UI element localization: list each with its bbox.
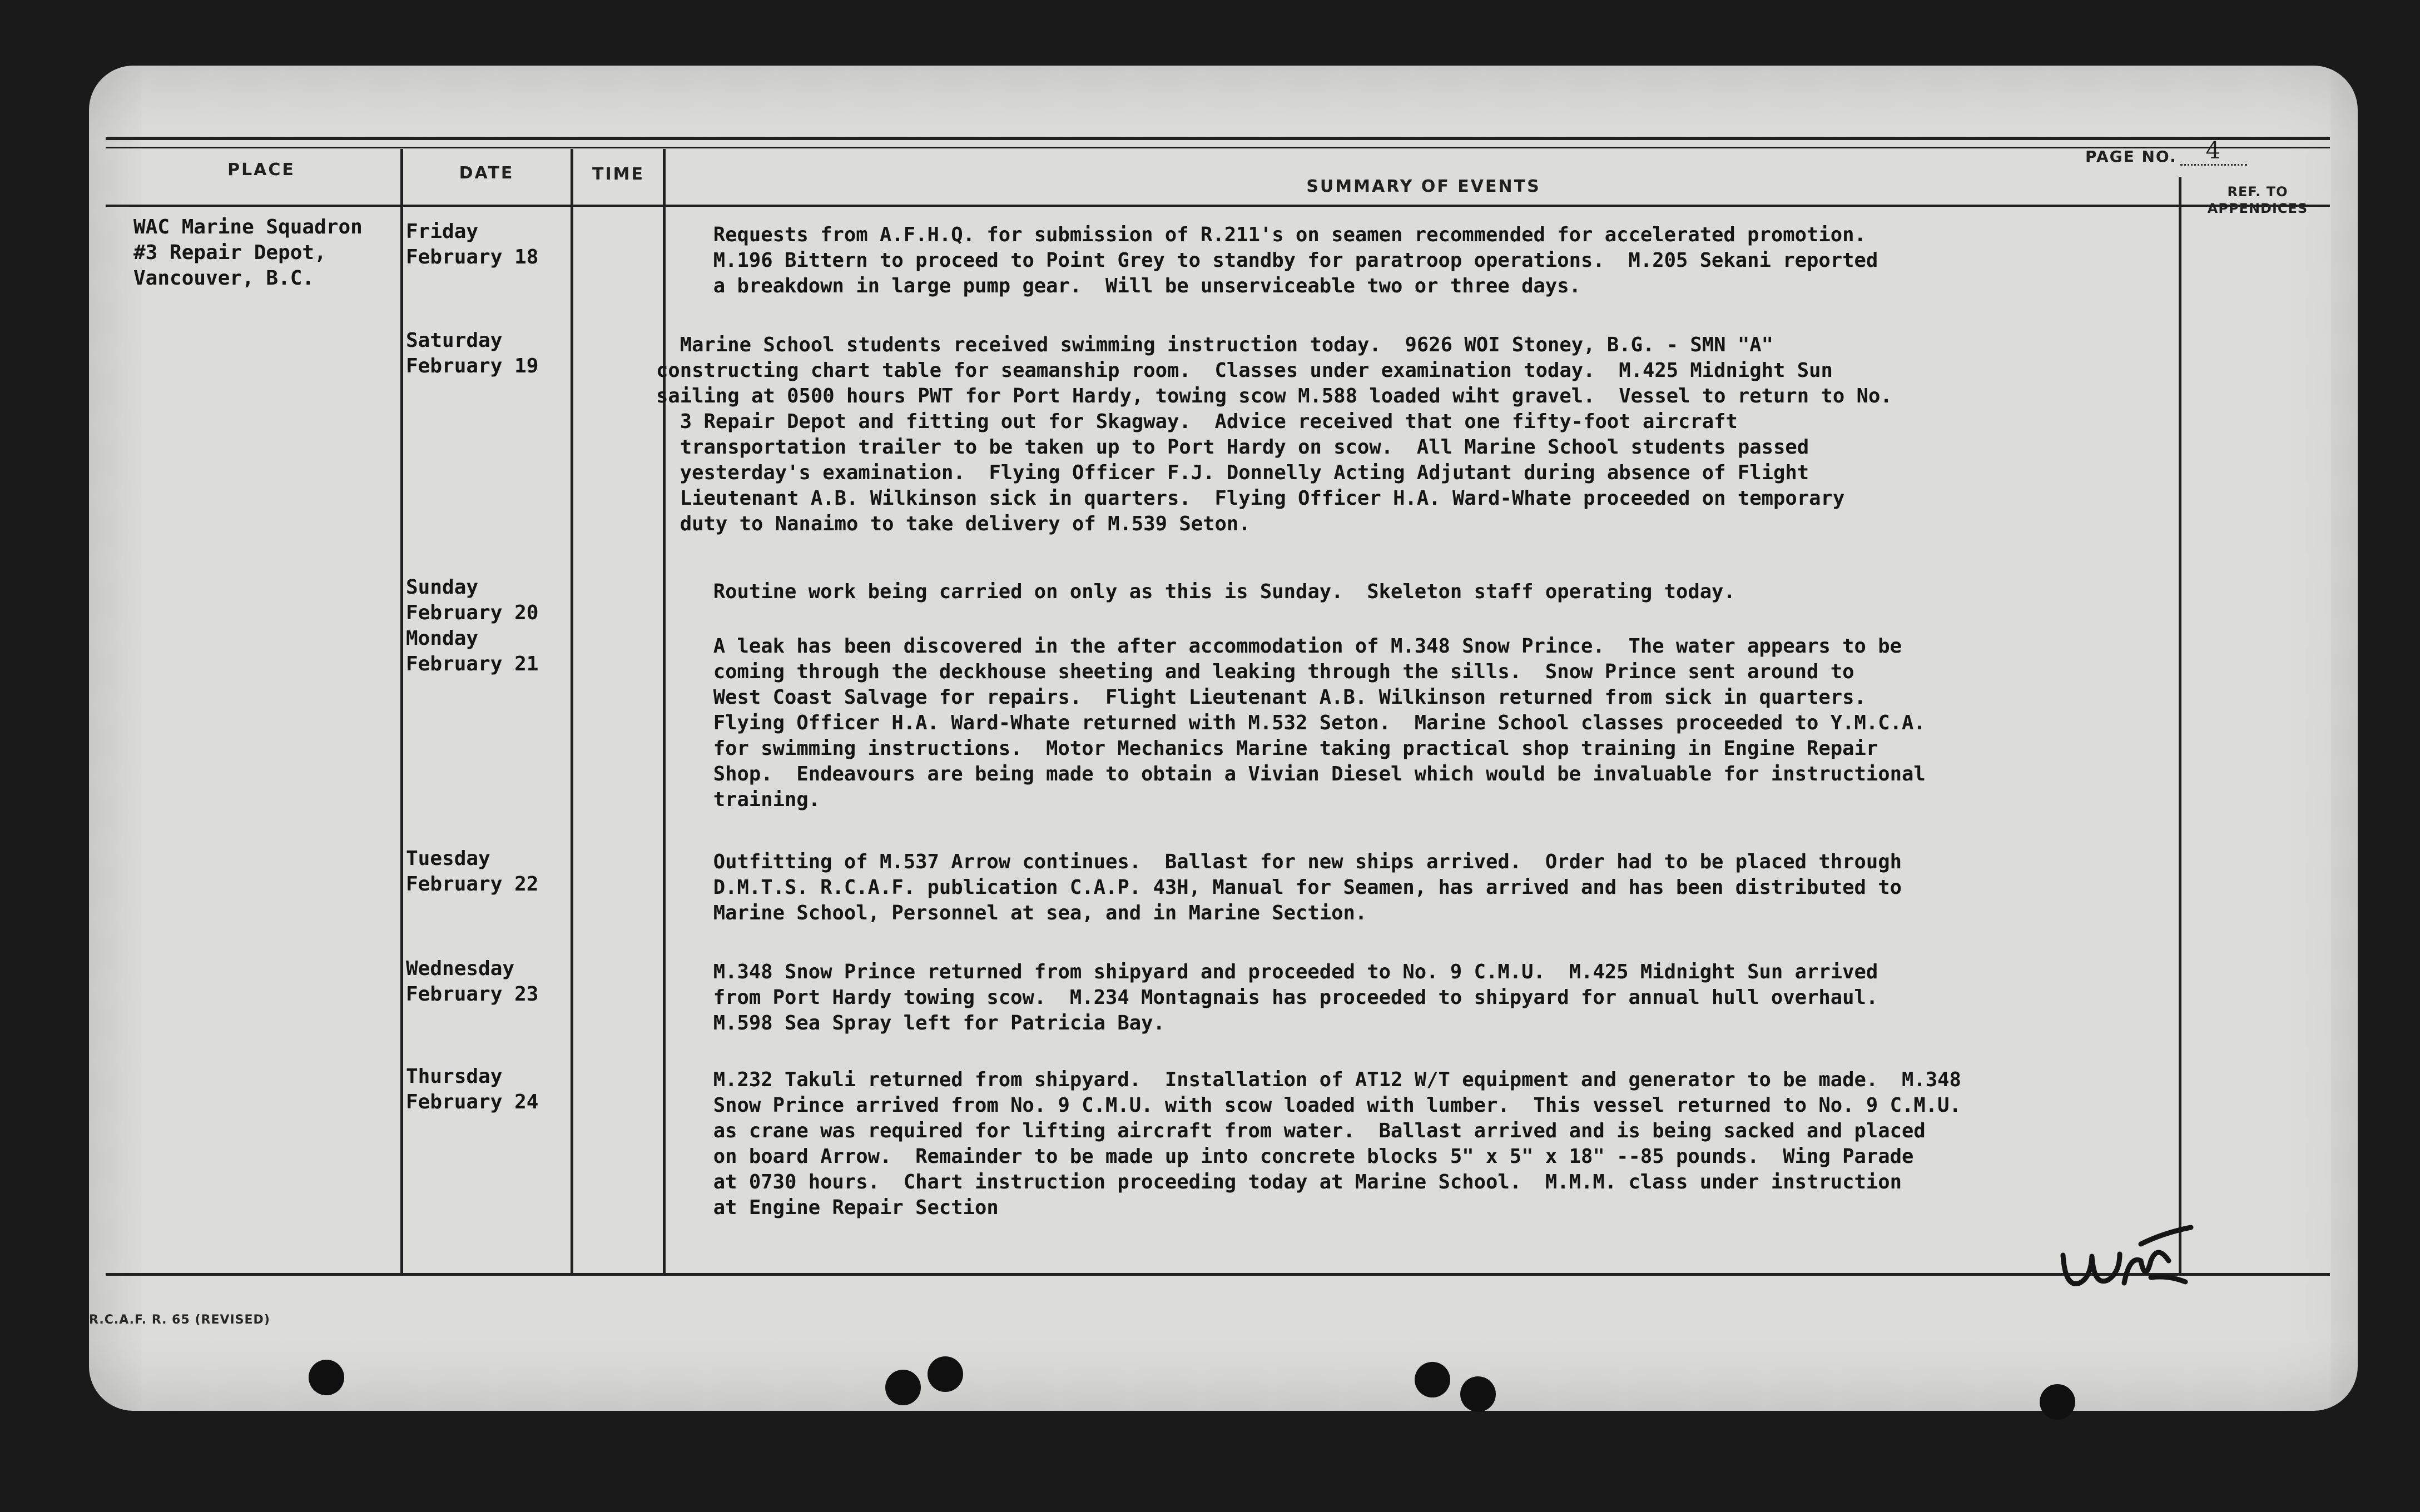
summary-entry [656,332,2146,537]
diary-card [89,66,2358,1411]
col-sep-place [400,149,403,1275]
entry-line: Requests from A.F.H.Q. for submission of R.211's on seamen recommended for accelerated promotion. [690,223,1866,246]
entry-line: M.348 Snow Prince returned from shipyard and proceeded to No. 9 C.M.U. M.425 Midnight Sun arrived [690,961,1878,983]
entry-line: Snow Prince arrived from No. 9 C.M.U. with scow loaded with lumber. This vessel returned to No. 9 C.M.U. [690,1094,1961,1117]
page-number-value: 4 [2180,137,2247,166]
punch-hole [928,1356,963,1392]
entry-line: West Coast Salvage for repairs. Flight Lieutenant A.B. Wilkinson returned from sick in quarters. [690,686,1866,709]
entry-line: A leak has been discovered in the after accommodation of M.348 Snow Prince. The water appears to be [690,635,1902,658]
summary-entry [690,634,2180,813]
entry-line: M.598 Sea Spray left for Patricia Bay. [690,1012,1165,1034]
summary-entry [690,579,2180,605]
entry-line: at Engine Repair Section [690,1196,999,1219]
entry-line: Marine School students received swimming instruction today. 9626 WOI Stoney, B.G. - SMN "A" [656,334,1774,356]
entry-line: for swimming instructions. Motor Mechanics Marine taking practical shop training in Engine Repair [690,737,1878,760]
date-entry: Sunday February 20 Monday February 21 [406,576,539,675]
header-rule [106,205,2330,207]
form-identifier-line: R.C.A.F. R. 65 (REVISED) [89,1313,270,1327]
header-place: PLACE [227,160,295,180]
header-ref-appendices: REF. TO APPENDICES [2207,184,2308,216]
summary-entry [690,849,2180,926]
page-number-label: PAGE NO. [2085,147,2177,166]
entry-line: as crane was required for lifting aircraft from water. Ballast arrived and is being sacked and placed [690,1120,1926,1142]
date-entry: Thursday February 24 [406,1065,539,1113]
header-summary: SUMMARY OF EVENTS [1306,177,1541,196]
entry-line: sailing at 0500 hours PWT for Port Hardy, towing scow M.588 loaded wiht gravel. Vessel to return to No. [656,385,1892,407]
entry-line: constructing chart table for seamanship room. Classes under examination today. M.425 Midnight Sun [656,359,1833,382]
punch-hole [1460,1376,1496,1412]
punch-hole [2040,1384,2075,1420]
entry-line: Routine work being carried on only as this is Sunday. Skeleton staff operating today. [690,580,1735,603]
entry-line: at 0730 hours. Chart instruction proceeding today at Marine School. M.M.M. class under instruction [690,1171,1902,1193]
date-entry: Wednesday February 23 [406,957,539,1006]
top-rule-2 [106,147,2330,148]
form-identifier [89,1284,270,1356]
entry-line: from Port Hardy towing scow. M.234 Montagnais has proceeded to shipyard for annual hull overhaul. [690,986,1878,1009]
entry-line: Flying Officer H.A. Ward-Whate returned with M.532 Seton. Marine School classes proceeded to Y.M.C.A. [690,712,1926,734]
entry-line: duty to Nanaimo to take delivery of M.539 Seton. [656,513,1251,535]
entry-line: M.232 Takuli returned from shipyard. Installation of AT12 W/T equipment and generator to be made. M.348 [690,1068,1961,1091]
col-sep-time [663,149,666,1275]
bottom-rule [106,1273,2330,1276]
entry-line: on board Arrow. Remainder to be made up into concrete blocks 5" x 5" x 18" --85 pounds. Wing Parade [690,1145,1914,1168]
place-text: WAC Marine Squadron #3 Repair Depot, Vancouver, B.C. [133,216,363,290]
date-entry: Saturday February 19 [406,329,539,377]
entry-line: transportation trailer to be taken up to Port Hardy on scow. All Marine School students passed [656,436,1809,459]
entry-line: coming through the deckhouse sheeting and leaking through the sills. Snow Prince sent around to [690,660,1854,683]
header-date: DATE [459,163,514,183]
entry-line: training. [690,788,821,811]
entry-line: Outfitting of M.537 Arrow continues. Ballast for new ships arrived. Order had to be placed through [690,850,1902,873]
entry-line: a breakdown in large pump gear. Will be unserviceable two or three days. [690,275,1581,297]
summary-entry [690,1067,2180,1221]
header-time: TIME [592,165,644,184]
entry-line: D.M.T.S. R.C.A.F. publication C.A.P. 43H, Manual for Seamen, has arrived and has been distributed to [690,876,1902,899]
entry-line: 3 Repair Depot and fitting out for Skagway. Advice received that one fifty-foot aircraft [656,410,1738,433]
summary-entry [690,959,2180,1036]
entry-line: yesterday's examination. Flying Officer F.J. Donnelly Acting Adjutant during absence of Flight [656,461,1809,484]
punch-hole [1415,1362,1450,1397]
summary-entry [690,222,2180,299]
date-entry: Friday February 18 [406,220,539,268]
page-number [2085,137,2247,166]
date-entry: Tuesday February 22 [406,847,539,896]
punch-hole [885,1370,921,1405]
entry-line: Shop. Endeavours are being made to obtain a Vivian Diesel which would be invaluable for instructional [690,763,1926,785]
entry-line: M.196 Bittern to proceed to Point Grey to standby for paratroop operations. M.205 Sekani reported [690,249,1878,272]
handwritten-initials [2057,1222,2202,1311]
entry-line: Lieutenant A.B. Wilkinson sick in quarters. Flying Officer H.A. Ward-Whate proceeded on temporary [656,487,1845,510]
top-rule [106,137,2330,140]
entry-line: Marine School, Personnel at sea, and in Marine Section. [690,902,1367,924]
punch-hole [309,1360,344,1395]
